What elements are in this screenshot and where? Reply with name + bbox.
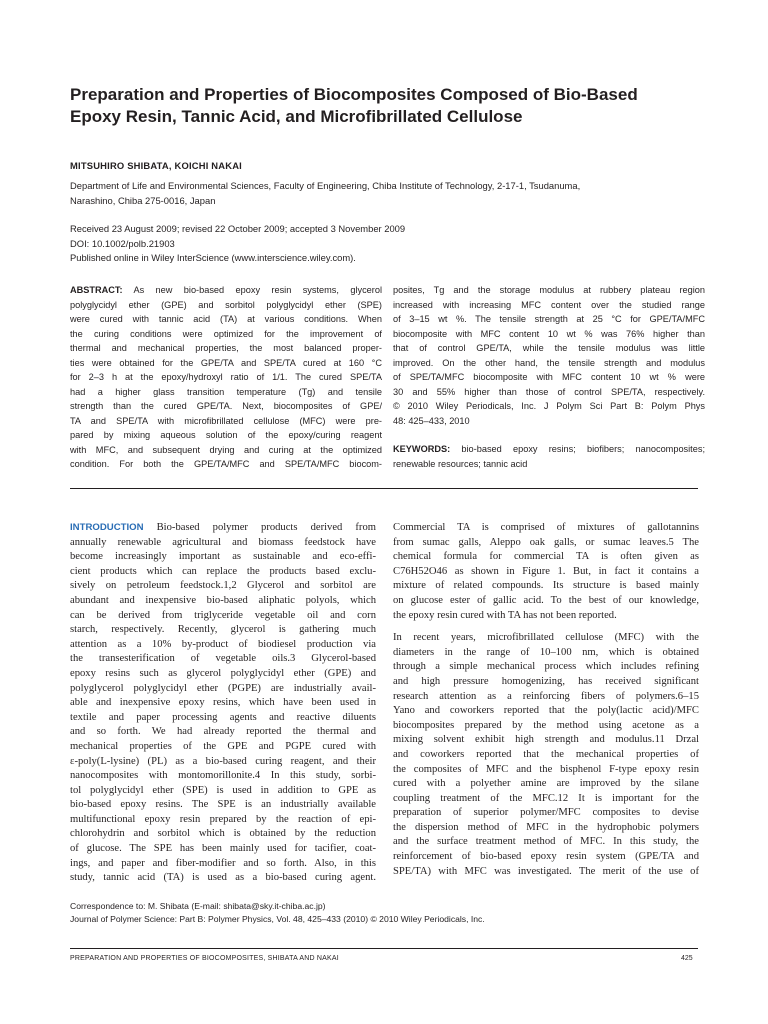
correspondence-note [70,900,710,925]
abstract-line: © 2010 Wiley Periodicals, Inc. J Polym Sci Part B: Polym Phys [393,401,705,411]
body-line: mixture of related compounds. Its structure is based mainly [393,580,699,592]
body-line: and so forth. We had already reported the thermal and [70,726,376,738]
abstract-line: had a higher glass transition temperature (Tg) and tensile [70,386,382,397]
abstract-line: ties were obtained for the GPE/TA and SPE/TA cured at 160 °C [70,357,382,368]
abstract-line: condition. For both the GPE/TA/MFC and SPE/TA/MFC biocom- [70,459,382,469]
published-online: Published online in Wiley InterScience (www.interscience.wiley.com). [70,252,356,263]
abstract-label: ABSTRACT: [70,285,123,295]
abstract-line: TA and SPE/TA with microfibrillated cellulose (MFC) were pre- [70,415,382,426]
body-line: attention as a 10% by-product of biodiesel production via [70,638,376,650]
body-line: preparation of superior polymer/MFC composites to devise [393,807,699,819]
body-line: on glucose ester of gallic acid. To the best of our knowledge, [393,594,699,606]
affiliation-line: Department of Life and Environmental Sciences, Faculty of Engineering, Chiba Institute of Technology, 2-17-1, Tsudanuma, [70,180,581,191]
body-line: biocomposites prepared by the method using acetone as a [393,719,699,731]
body-line: Commercial TA is comprised of mixtures of gallotannins [393,522,699,533]
body-line: and the surface treatment method of MFC. In this study, the [393,836,699,848]
body-line: bio-based epoxy resins. The SPE is an industrially available [70,799,376,811]
body-line: cured with a polyether amine are improved by the silane [393,778,699,790]
body-line: In recent years, microfibrillated cellulose (MFC) with the [393,632,699,644]
body-line: coupling treatment of the MFC.12 It is important for the [393,792,699,804]
body-line: chlorohydrin and sorbitol which is obtained by the reduction [70,828,376,840]
body-line: and coworkers reported that the mechanical properties of [393,748,699,760]
article-history [70,222,710,266]
body-line: ings, and paper and fiber-modifier and so forth. Also, in this [70,857,376,869]
body-line: chemical formula for commercial TA is often given as [393,551,699,563]
section-divider [70,488,698,489]
body-line: diameters in the range of 10–100 nm, which is obtained [393,646,699,658]
body-line: research attention as a reinforcing fibers of polymers.6–15 [393,690,699,702]
body-line: the dispersion method of MFC in the hydrophobic polymers [393,821,699,833]
title-line: Epoxy Resin, Tannic Acid, and Microfibrillated Cellulose [70,107,523,126]
body-line: mixing solvent exhibit high strength and modulus.11 Drzal [393,734,699,746]
body-line: textile and paper processing agents and reactive diluents [70,711,376,723]
abstract-line: with MFC, and subsequent drying and curing at the optimized [70,444,382,455]
body-line: reinforcement of bio-based epoxy resin system (GPE/TA and [393,851,699,863]
journal-citation: Journal of Polymer Science: Part B: Polymer Physics, Vol. 48, 425–433 (2010) © 2010 Wiley Periodicals, Inc. [70,913,485,924]
paragraph-gap [393,623,699,631]
body-line: mechanical properties of the GPE and PGPE cured with [70,740,376,752]
body-line: starch, respectively. Recently, glycerol is gathering much [70,624,376,636]
abstract-line: for 2–3 h at the epoxy/hydroxyl ratio of 1/1. The cured SPE/TA [70,372,382,382]
abstract-line: 48: 425–433, 2010 [393,415,470,426]
running-title: PREPARATION AND PROPERTIES OF BIOCOMPOSITES, SHIBATA AND NAKAI [70,955,339,962]
article-title [70,84,710,128]
received-dates: Received 23 August 2009; revised 22 October 2009; accepted 3 November 2009 [70,223,406,234]
abstract-line: posites, Tg and the storage modulus at rubbery plateau region [393,285,705,295]
body-line: C76H52O46 as shown in Figure 1. But, in fact it contains a [393,565,699,577]
footer-divider [70,948,698,949]
abstract-line: were cured with tannic acid (TA) at various conditions. When [70,314,382,324]
page-number: 425 [681,955,693,962]
keywords-label: KEYWORDS: [393,444,451,454]
keywords-line: renewable resources; tannic acid [393,458,528,469]
abstract-line: the curing conditions were optimized for the improvement of [70,328,382,339]
abstract-line: polyglycidyl ether (GPE) and sorbitol polyglycidyl ether (SPE) [70,299,382,310]
body-line: and high pressure homogenizing, has received significant [393,675,699,687]
body-line: tol polyglycidyl ether (SPE) is used in addition to GPE as [70,784,376,796]
abstract-line: of 3–15 wt %. The tensile strength at 25 °C for GPE/TA/MFC [393,314,705,324]
body-line: the epoxy resin cured with TA has not been reported. [393,609,617,621]
body-text: Bio-based polymer products derived from [143,522,376,533]
body-line [70,521,376,536]
keywords [393,442,705,471]
body-left-column [70,521,376,886]
body-line: ε-poly(L-lysine) (PL) as a bio-based curing reagent, and their [70,755,376,767]
body-line: the transesterification of vegetable oils.3 Glycerol-based [70,653,376,665]
abstract-line: increased with increasing MFC content over the studied range [393,299,705,310]
body-line: from sumac galls, Aleppo oak galls, or sumac leaves.5 The [393,536,699,548]
title-line: Preparation and Properties of Biocomposites Composed of Bio-Based [70,85,638,104]
body-line: SPE/TA) with MFC was investigated. The merit of the use of [393,865,699,877]
body-line: nanocomposites with montomorillonite.4 In this study, sorbi- [70,770,376,782]
keywords-line [393,442,705,457]
abstract-line: thermal and mechanical properties, the most balanced proper- [70,343,382,353]
body-line: abundant and inexpensive bio-based aliphatic polyols, which [70,594,376,606]
abstract-text: As new bio-based epoxy resin systems, glycerol [122,285,382,295]
correspondence-line: Correspondence to: M. Shibata (E-mail: shibata@sky.it-chiba.ac.jp) [70,901,326,911]
abstract-left-column [70,283,382,472]
body-line: can be derived from triglyceride vegetable oil and corn [70,609,376,621]
body-line: study, tannic acid (TA) is used as a bio-based curing agent. [70,872,376,884]
body-line: able and inexpensive epoxy resins, which have been used in [70,697,376,709]
body-right-column [393,521,699,879]
body-line: through a simple mechanical process which includes refining [393,661,699,673]
body-line: annually renewable agricultural and biomass feedstock have [70,536,376,548]
abstract-line: improved. On the other hand, the tensile strength and modulus [393,357,705,368]
body-line: the composites of MFC and the bisphenol F-type epoxy resin [393,763,699,775]
body-line: cient products which can replace the products based exclu- [70,565,376,577]
abstract-line: biocomposite with MFC content 10 wt % was 76% higher than [393,328,705,339]
body-line: epoxy resins such as glycerol polyglycidyl ether (GPE) and [70,667,376,679]
abstract-line: 30 and 55% higher than those of control SPE/TA, respectively. [393,386,705,397]
abstract-line: pared by mixing aqueous solution of the epoxy/curing reagent [70,430,382,440]
body-line: become increasingly important as sustainable and eco-effi- [70,551,376,563]
body-line: multifunctional epoxy resin prepared by the reaction of epi- [70,813,376,825]
authors: MITSUHIRO SHIBATA, KOICHI NAKAI [70,160,242,171]
body-line: of glucose. The SPE has been mainly used for tacifier, coat- [70,843,376,855]
abstract-line: that of control GPE/TA, while the tensile modulus was little [393,343,705,353]
introduction-heading: INTRODUCTION [70,522,144,533]
abstract-line: of SPE/TA/MFC biocomposite with MFC content 10 wt % were [393,372,705,382]
doi: DOI: 10.1002/polb.21903 [70,237,175,249]
body-line: sively on petroleum feedstock.1,2 Glycerol and sorbitol are [70,580,376,592]
body-line: polyglycerol polyglycidyl ether (PGPE) are industrially avail- [70,682,376,694]
abstract-right-column [393,283,705,471]
abstract-line [70,283,382,298]
affiliation [70,179,710,208]
keywords-text: bio-based epoxy resins; biofibers; nanocomposites; [450,444,705,454]
abstract-line: strength than the cured GPE/TA. Next, biocomposites of GPE/ [70,401,382,411]
affiliation-line: Narashino, Chiba 275-0016, Japan [70,194,216,206]
body-line: Yano and coworkers reported that the poly(lactic acid)/MFC [393,705,699,717]
